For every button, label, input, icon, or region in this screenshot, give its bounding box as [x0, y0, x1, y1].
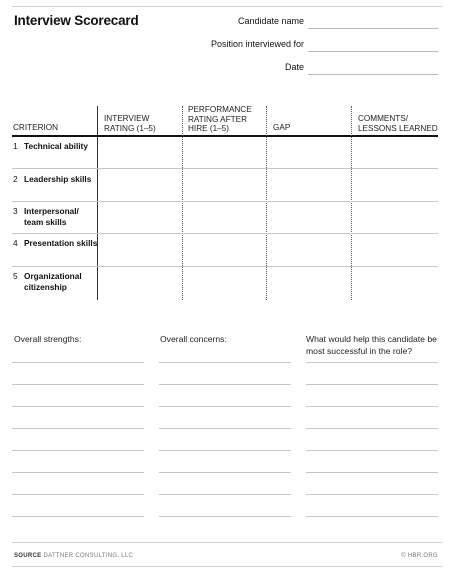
write-line[interactable] — [306, 384, 438, 385]
candidate-name-field[interactable] — [180, 16, 438, 32]
row-number: 1 — [13, 141, 18, 151]
date-line[interactable] — [308, 74, 438, 75]
write-line[interactable] — [12, 516, 144, 517]
write-line[interactable] — [159, 384, 291, 385]
write-line[interactable] — [159, 428, 291, 429]
write-line[interactable] — [159, 472, 291, 473]
column-divider-dotted — [351, 106, 352, 300]
criterion-label: Technical ability — [24, 141, 88, 151]
header-rule — [12, 135, 438, 137]
write-line[interactable] — [306, 428, 438, 429]
help-heading: What would help this candidate be most successful in the role? — [306, 334, 437, 356]
write-line[interactable] — [12, 450, 144, 451]
write-line[interactable] — [306, 516, 438, 517]
row-number: 5 — [13, 271, 18, 281]
row-divider — [12, 266, 438, 267]
column-divider-dotted — [182, 106, 183, 300]
write-line[interactable] — [306, 472, 438, 473]
criterion-label: Organizational citizenship — [24, 271, 82, 292]
col-interview-rating: INTERVIEW RATING (1–5) — [104, 114, 156, 133]
candidate-name-label: Candidate name — [237, 16, 304, 26]
concerns-heading: Overall concerns: — [160, 334, 227, 344]
footer-site: © HBR.ORG — [401, 553, 438, 559]
col-criterion: CRITERION — [13, 123, 59, 132]
write-line[interactable] — [159, 494, 291, 495]
row-divider — [12, 168, 438, 169]
footer-source — [14, 553, 133, 559]
write-line[interactable] — [12, 494, 144, 495]
strengths-heading: Overall strengths: — [14, 334, 82, 344]
write-line[interactable] — [306, 406, 438, 407]
write-line[interactable] — [306, 494, 438, 495]
write-line[interactable] — [12, 406, 144, 407]
write-line[interactable] — [12, 472, 144, 473]
col-gap: GAP — [273, 123, 291, 132]
source-text: DATTNER CONSULTING, LLC — [43, 553, 134, 559]
position-line[interactable] — [308, 51, 438, 52]
bottom-rule — [12, 566, 442, 567]
footer-rule — [12, 542, 442, 543]
col-comments: COMMENTS/ LESSONS LEARNED — [358, 114, 438, 133]
write-line[interactable] — [159, 362, 291, 363]
position-label: Position interviewed for — [210, 39, 304, 49]
write-line[interactable] — [306, 450, 438, 451]
row-number: 4 — [13, 238, 18, 248]
write-line[interactable] — [159, 406, 291, 407]
source-label: SOURCE — [14, 553, 42, 559]
date-label: Date — [284, 62, 304, 72]
scorecard-table — [12, 102, 438, 300]
column-divider-dotted — [266, 106, 267, 300]
top-rule — [12, 6, 442, 7]
candidate-name-line[interactable] — [308, 28, 438, 29]
page-title: Interview Scorecard — [14, 13, 139, 28]
row-divider — [12, 233, 438, 234]
date-field[interactable] — [180, 62, 438, 78]
write-line[interactable] — [12, 362, 144, 363]
col-performance-rating: PERFORMANCE RATING AFTER HIRE (1–5) — [188, 105, 252, 133]
position-field[interactable] — [180, 39, 438, 55]
criterion-label: Presentation skills — [24, 238, 98, 248]
write-line[interactable] — [306, 362, 438, 363]
criterion-label: Interpersonal/ team skills — [24, 206, 79, 227]
write-line[interactable] — [159, 516, 291, 517]
write-line[interactable] — [159, 450, 291, 451]
write-line[interactable] — [12, 428, 144, 429]
row-number: 2 — [13, 174, 18, 184]
row-divider — [12, 201, 438, 202]
row-number: 3 — [13, 206, 18, 216]
write-line[interactable] — [12, 384, 144, 385]
criterion-label: Leadership skills — [24, 174, 92, 184]
